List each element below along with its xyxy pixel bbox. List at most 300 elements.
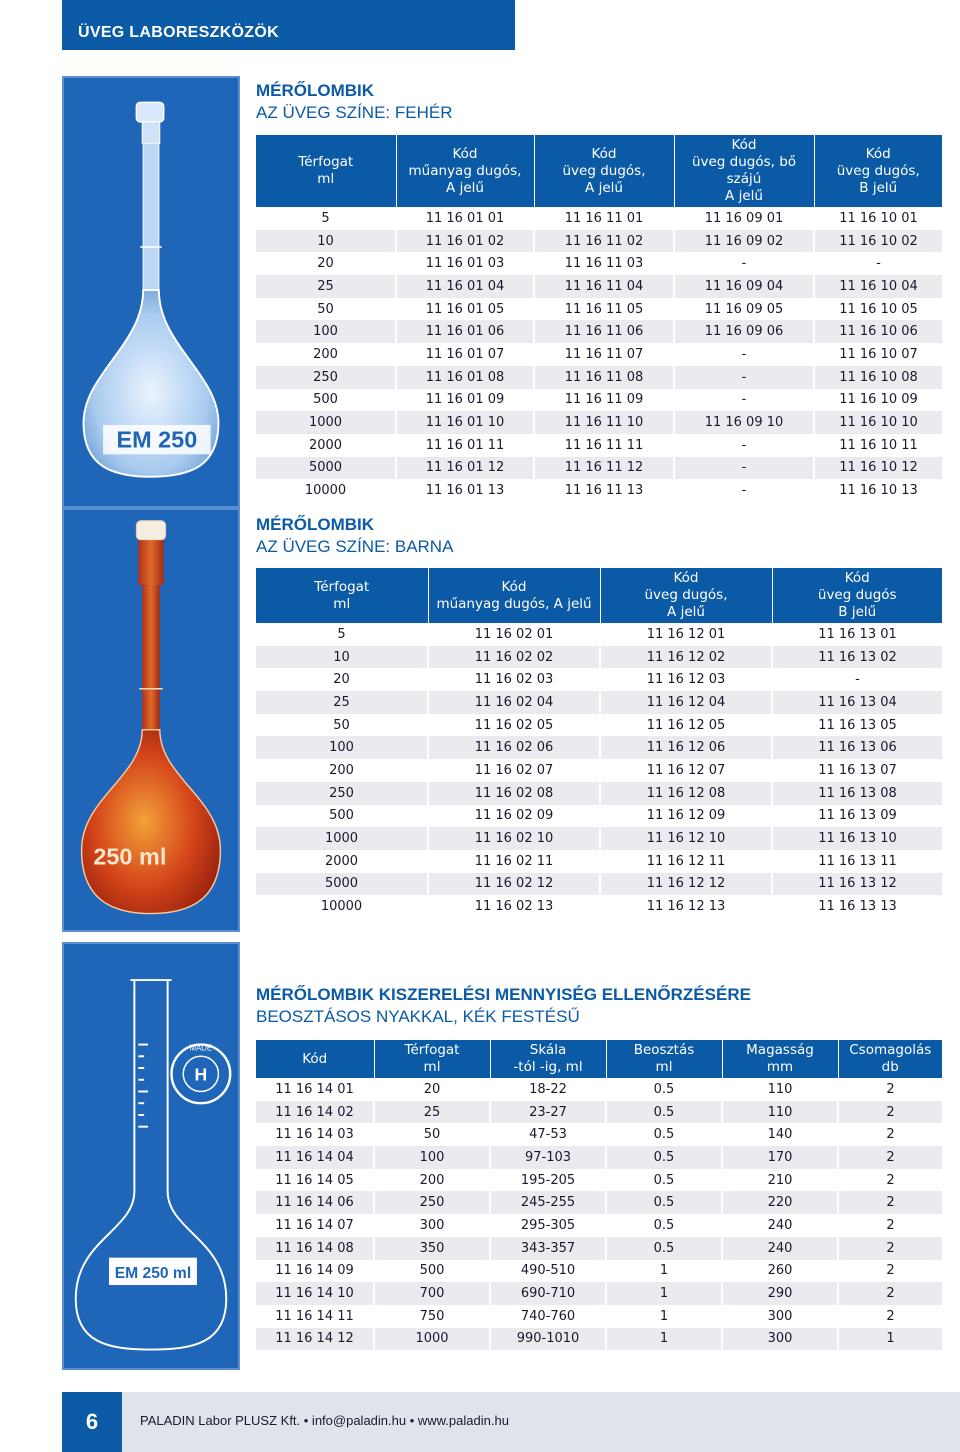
table-cell: 11 16 11 01 — [534, 207, 674, 230]
table-cell: 690-710 — [490, 1282, 606, 1305]
table-cell: 11 16 11 06 — [534, 320, 674, 343]
table-cell: 11 16 13 12 — [772, 873, 942, 896]
clear-flask-image — [62, 76, 240, 508]
page-header-title: ÜVEG LABORESZKÖZÖK — [78, 24, 279, 41]
table-cell: 11 16 12 05 — [600, 714, 772, 737]
table-cell: 0.5 — [606, 1169, 722, 1192]
table-cell: 11 16 14 12 — [256, 1328, 374, 1351]
table-row — [256, 623, 942, 646]
table-row — [256, 646, 942, 669]
table-cell: 11 16 13 08 — [772, 782, 942, 805]
table-cell: 11 16 11 13 — [534, 479, 674, 502]
table-cell: 245-255 — [490, 1191, 606, 1214]
table-cell: 250 — [256, 782, 428, 805]
table-cell: 11 16 14 06 — [256, 1191, 374, 1214]
table-cell: 11 16 13 04 — [772, 691, 942, 714]
table-cell: 290 — [722, 1282, 838, 1305]
table-row — [256, 1237, 942, 1260]
table-cell: 11 16 01 13 — [396, 479, 534, 502]
table-row — [256, 668, 942, 691]
column-header — [534, 135, 674, 207]
amber-flask-table-header — [256, 568, 942, 623]
column-header — [256, 135, 396, 207]
column-header-line: A jelű — [725, 188, 763, 204]
table-row — [256, 230, 942, 253]
table-cell: 11 16 11 08 — [534, 366, 674, 389]
amber-flask-illustration — [64, 510, 238, 930]
table-cell: 0.5 — [606, 1078, 722, 1101]
table-cell: 20 — [256, 252, 396, 275]
flask3-label-text: EM 250 ml — [114, 1265, 192, 1283]
section3-title: MÉRŐLOMBIK KISZERELÉSI MENNYISÉG ELLENŐRZÉSÉRE — [256, 985, 751, 1004]
table-row — [256, 320, 942, 343]
table-cell: 140 — [722, 1123, 838, 1146]
column-header-line: A jelű — [585, 179, 623, 196]
table-cell: - — [674, 457, 814, 480]
table-row — [256, 207, 942, 230]
table-cell: 11 16 01 10 — [396, 411, 534, 434]
column-header-line: ml — [655, 1059, 673, 1075]
table-cell: 1 — [606, 1260, 722, 1283]
table-cell: 50 — [256, 298, 396, 321]
table-row — [256, 805, 942, 828]
table-cell: - — [674, 366, 814, 389]
table-cell: 11 16 13 13 — [772, 895, 942, 918]
table-row — [256, 457, 942, 480]
table-cell: 11 16 02 03 — [428, 668, 600, 691]
table-row — [256, 873, 942, 896]
table-cell: 110 — [722, 1101, 838, 1124]
table-cell: 11 16 11 10 — [534, 411, 674, 434]
table-cell: 11 16 13 07 — [772, 759, 942, 782]
section-graduated-flask-heading — [256, 984, 751, 1028]
table-cell: 300 — [722, 1305, 838, 1328]
table-cell: 25 — [256, 275, 396, 298]
table-cell: - — [674, 389, 814, 412]
table-cell: 1 — [606, 1328, 722, 1351]
table-cell: 20 — [256, 668, 428, 691]
table-cell: 490-510 — [490, 1260, 606, 1283]
table-cell: 2 — [838, 1260, 942, 1283]
column-header-line: Kód — [673, 570, 699, 586]
flask1-label-text: EM 250 — [116, 426, 198, 453]
table-cell: 11 16 13 02 — [772, 646, 942, 669]
table-cell: 11 16 10 09 — [814, 389, 942, 412]
table-cell: 11 16 10 08 — [814, 366, 942, 389]
table-cell: 240 — [722, 1214, 838, 1237]
table-row — [256, 1282, 942, 1305]
table-row — [256, 411, 942, 434]
column-header-line: db — [881, 1059, 899, 1075]
table-cell: 11 16 01 08 — [396, 366, 534, 389]
table-row — [256, 1260, 942, 1283]
table-row — [256, 1169, 942, 1192]
table-cell: 50 — [374, 1123, 490, 1146]
table-cell: 300 — [722, 1328, 838, 1351]
table-row — [256, 479, 942, 502]
table-cell: 11 16 10 12 — [814, 457, 942, 480]
table-row — [256, 782, 942, 805]
table-cell: 1000 — [374, 1328, 490, 1351]
flask3-seal-text: MADE — [189, 1043, 213, 1053]
table-cell: 110 — [722, 1078, 838, 1101]
table-row — [256, 275, 942, 298]
footer-contact-text: PALADIN Labor PLUSZ Kft. • info@paladin.hu • www.paladin.hu — [140, 1413, 509, 1428]
table-cell: 350 — [374, 1237, 490, 1260]
table-cell: 11 16 12 12 — [600, 873, 772, 896]
column-header — [428, 568, 600, 623]
table-cell: 11 16 01 09 — [396, 389, 534, 412]
column-header-line: Térfogat — [298, 154, 354, 170]
table-cell: 11 16 10 06 — [814, 320, 942, 343]
column-header — [256, 1040, 374, 1078]
table-cell: 5000 — [256, 457, 396, 480]
table-cell: 11 16 13 09 — [772, 805, 942, 828]
white-flask-table-header — [256, 135, 942, 207]
table-cell: 11 16 01 02 — [396, 230, 534, 253]
table-cell: 25 — [374, 1101, 490, 1124]
table-cell: 195-205 — [490, 1169, 606, 1192]
table-cell: 11 16 12 13 — [600, 895, 772, 918]
table-row — [256, 252, 942, 275]
table-cell: 11 16 14 03 — [256, 1123, 374, 1146]
table-row — [256, 1191, 942, 1214]
table-cell: 5 — [256, 623, 428, 646]
table-row — [256, 850, 942, 873]
table-cell: 11 16 10 07 — [814, 343, 942, 366]
column-header-line: üveg dugós — [817, 587, 897, 603]
table-cell: 11 16 10 10 — [814, 411, 942, 434]
table-cell: 2 — [838, 1146, 942, 1169]
section2-subtitle: AZ ÜVEG SZÍNE: BARNA — [256, 537, 454, 556]
table-cell: 11 16 12 06 — [600, 736, 772, 759]
column-header — [396, 135, 534, 207]
table-cell: 200 — [256, 343, 396, 366]
page-header — [62, 0, 515, 50]
table-cell: 11 16 13 10 — [772, 827, 942, 850]
white-flask-table — [256, 135, 942, 502]
graduated-flask-table — [256, 1040, 942, 1350]
graduated-flask-illustration — [64, 944, 238, 1368]
table-cell: 10000 — [256, 895, 428, 918]
table-cell: 11 16 14 05 — [256, 1169, 374, 1192]
table-cell: 11 16 02 12 — [428, 873, 600, 896]
column-header-line: Magasság — [746, 1042, 814, 1058]
table-cell: 11 16 14 08 — [256, 1237, 374, 1260]
column-header-line: A jelű — [446, 179, 484, 196]
table-cell: 11 16 13 06 — [772, 736, 942, 759]
column-header-line: ml — [317, 171, 335, 187]
column-header — [490, 1040, 606, 1078]
table-cell: 2 — [838, 1101, 942, 1124]
table-cell: 250 — [374, 1191, 490, 1214]
table-cell: - — [674, 479, 814, 502]
column-header-line: üveg dugós, — [836, 162, 920, 179]
table-cell: 11 16 01 07 — [396, 343, 534, 366]
table-cell: 11 16 12 01 — [600, 623, 772, 646]
table-cell: 11 16 10 05 — [814, 298, 942, 321]
table-row — [256, 389, 942, 412]
table-cell: 11 16 02 07 — [428, 759, 600, 782]
table-cell: 10 — [256, 646, 428, 669]
table-cell: 100 — [374, 1146, 490, 1169]
column-header-line: Kód — [844, 570, 870, 586]
table-cell: 11 16 11 03 — [534, 252, 674, 275]
table-cell: 343-357 — [490, 1237, 606, 1260]
column-header — [256, 568, 428, 623]
table-row — [256, 343, 942, 366]
table-cell: 2 — [838, 1191, 942, 1214]
table-row — [256, 1214, 942, 1237]
table-cell: 11 16 02 09 — [428, 805, 600, 828]
table-cell: 11 16 14 09 — [256, 1260, 374, 1283]
table-cell: 2 — [838, 1237, 942, 1260]
table-row — [256, 366, 942, 389]
section1-subtitle: AZ ÜVEG SZÍNE: FEHÉR — [256, 103, 453, 122]
table-cell: 2 — [838, 1214, 942, 1237]
table-cell: 2000 — [256, 434, 396, 457]
column-header-line: üveg dugós, bő szájú — [691, 154, 797, 187]
table-cell: 0.5 — [606, 1237, 722, 1260]
table-cell: 200 — [374, 1169, 490, 1192]
table-cell: 500 — [256, 389, 396, 412]
table-cell: - — [674, 434, 814, 457]
table-row — [256, 736, 942, 759]
column-header-line: Kód — [731, 137, 757, 153]
section-white-flask-heading — [256, 80, 452, 124]
table-cell: 11 16 11 11 — [534, 434, 674, 457]
table-cell: 11 16 11 05 — [534, 298, 674, 321]
section2-title: MÉRŐLOMBIK — [256, 515, 375, 534]
table-cell: 11 16 01 01 — [396, 207, 534, 230]
table-cell: 11 16 01 03 — [396, 252, 534, 275]
table-row — [256, 298, 942, 321]
table-cell: 2 — [838, 1282, 942, 1305]
table-cell: 700 — [374, 1282, 490, 1305]
column-header-line: Beosztás — [633, 1042, 695, 1058]
graduated-flask-image — [62, 942, 240, 1370]
table-row — [256, 895, 942, 918]
table-cell: 5000 — [256, 873, 428, 896]
column-header-line: Kód — [501, 578, 527, 595]
table-cell: 25 — [256, 691, 428, 714]
table-cell: 11 16 14 02 — [256, 1101, 374, 1124]
column-header — [722, 1040, 838, 1078]
column-header-line: üveg dugós, — [562, 162, 646, 179]
table-cell: 11 16 12 07 — [600, 759, 772, 782]
clear-flask-illustration — [64, 78, 238, 506]
table-cell: 11 16 02 08 — [428, 782, 600, 805]
column-header-line: B jelű — [838, 604, 877, 620]
table-cell: 11 16 11 12 — [534, 457, 674, 480]
amber-flask-image — [62, 508, 240, 932]
table-row — [256, 1123, 942, 1146]
table-cell: 11 16 01 04 — [396, 275, 534, 298]
graduated-flask-table-header — [256, 1040, 942, 1078]
table-cell: 11 16 10 01 — [814, 207, 942, 230]
table-row — [256, 759, 942, 782]
table-cell: 11 16 11 04 — [534, 275, 674, 298]
column-header-line: műanyag dugós, A jelű — [436, 595, 592, 612]
table-cell: 11 16 09 01 — [674, 207, 814, 230]
table-cell: 11 16 01 05 — [396, 298, 534, 321]
table-cell: 2 — [838, 1123, 942, 1146]
column-header-line: műanyag dugós, — [408, 162, 522, 179]
table-cell: 11 16 10 04 — [814, 275, 942, 298]
table-cell: 11 16 14 01 — [256, 1078, 374, 1101]
table-row — [256, 1305, 942, 1328]
table-cell: 11 16 02 02 — [428, 646, 600, 669]
table-cell: 200 — [256, 759, 428, 782]
table-row — [256, 1078, 942, 1101]
table-cell: 11 16 02 10 — [428, 827, 600, 850]
column-header-line: mm — [766, 1059, 794, 1075]
table-cell: 0.5 — [606, 1191, 722, 1214]
section3-subtitle: BEOSZTÁSOS NYAKKAL, KÉK FESTÉSŰ — [256, 1007, 580, 1026]
table-cell: 11 16 02 11 — [428, 850, 600, 873]
table-cell: 11 16 13 05 — [772, 714, 942, 737]
table-cell: 11 16 12 04 — [600, 691, 772, 714]
table-cell: 2 — [838, 1078, 942, 1101]
table-cell: 1000 — [256, 827, 428, 850]
table-cell: 11 16 11 09 — [534, 389, 674, 412]
table-cell: 2 — [838, 1305, 942, 1328]
table-cell: 1 — [838, 1328, 942, 1351]
table-cell: 0.5 — [606, 1101, 722, 1124]
column-header-line: Kód — [865, 145, 891, 162]
table-row — [256, 1101, 942, 1124]
section-amber-flask-heading — [256, 514, 453, 558]
table-cell: 300 — [374, 1214, 490, 1237]
table-cell: 47-53 — [490, 1123, 606, 1146]
column-header-line: A jelű — [667, 604, 705, 620]
table-cell: 10000 — [256, 479, 396, 502]
column-header — [606, 1040, 722, 1078]
table-cell: 11 16 02 13 — [428, 895, 600, 918]
table-cell: 11 16 14 04 — [256, 1146, 374, 1169]
column-header — [374, 1040, 490, 1078]
table-cell: 11 16 01 12 — [396, 457, 534, 480]
section1-title: MÉRŐLOMBIK — [256, 81, 375, 100]
table-cell: 11 16 14 10 — [256, 1282, 374, 1305]
table-cell: 11 16 12 10 — [600, 827, 772, 850]
column-header-line: Kód — [302, 1050, 328, 1067]
table-cell: 2 — [838, 1169, 942, 1192]
table-cell: 11 16 09 10 — [674, 411, 814, 434]
column-header-line: Csomagolás — [849, 1042, 932, 1058]
table-cell: 11 16 14 07 — [256, 1214, 374, 1237]
table-cell: 11 16 13 11 — [772, 850, 942, 873]
table-cell: 11 16 12 02 — [600, 646, 772, 669]
table-cell: 0.5 — [606, 1146, 722, 1169]
table-cell: 11 16 10 02 — [814, 230, 942, 253]
column-header-line: ml — [423, 1059, 441, 1075]
table-cell: 210 — [722, 1169, 838, 1192]
table-cell: 11 16 12 11 — [600, 850, 772, 873]
column-header-line: B jelű — [859, 179, 898, 196]
table-row — [256, 714, 942, 737]
table-cell: 11 16 11 02 — [534, 230, 674, 253]
column-header — [772, 568, 942, 623]
column-header-line: Kód — [452, 145, 478, 162]
table-cell: 11 16 09 02 — [674, 230, 814, 253]
table-cell: 0.5 — [606, 1123, 722, 1146]
table-cell: 11 16 12 08 — [600, 782, 772, 805]
table-cell: 2000 — [256, 850, 428, 873]
column-header — [814, 135, 942, 207]
column-header — [674, 135, 814, 207]
table-cell: 50 — [256, 714, 428, 737]
table-cell: - — [674, 343, 814, 366]
table-cell: 11 16 01 06 — [396, 320, 534, 343]
table-cell: 500 — [374, 1260, 490, 1283]
table-cell: 11 16 01 11 — [396, 434, 534, 457]
table-cell: 990-1010 — [490, 1328, 606, 1351]
table-cell: 100 — [256, 736, 428, 759]
table-cell: 11 16 09 06 — [674, 320, 814, 343]
table-cell: 11 16 11 07 — [534, 343, 674, 366]
table-cell: 11 16 10 13 — [814, 479, 942, 502]
table-row — [256, 691, 942, 714]
table-row — [256, 434, 942, 457]
table-cell: 11 16 02 06 — [428, 736, 600, 759]
table-row — [256, 1146, 942, 1169]
column-header-line: Térfogat — [314, 578, 370, 595]
amber-flask-table — [256, 568, 942, 918]
table-cell: 0.5 — [606, 1214, 722, 1237]
table-cell: 295-305 — [490, 1214, 606, 1237]
table-cell: 11 16 02 05 — [428, 714, 600, 737]
table-cell: 11 16 09 05 — [674, 298, 814, 321]
table-cell: 750 — [374, 1305, 490, 1328]
column-header-line: -tól -ig, ml — [513, 1059, 583, 1075]
table-cell: 20 — [374, 1078, 490, 1101]
table-cell: 220 — [722, 1191, 838, 1214]
column-header — [838, 1040, 942, 1078]
column-header-line: ml — [333, 595, 351, 612]
table-cell: 11 16 14 11 — [256, 1305, 374, 1328]
table-cell: 1 — [606, 1282, 722, 1305]
table-cell: 5 — [256, 207, 396, 230]
table-cell: - — [772, 668, 942, 691]
table-cell: 23-27 — [490, 1101, 606, 1124]
table-cell: 11 16 09 04 — [674, 275, 814, 298]
table-cell: 250 — [256, 366, 396, 389]
table-cell: 1000 — [256, 411, 396, 434]
table-cell: 100 — [256, 320, 396, 343]
flask2-label-text: 250 ml — [93, 843, 167, 870]
table-cell: 10 — [256, 230, 396, 253]
page-number: 6 — [62, 1392, 122, 1452]
table-row — [256, 827, 942, 850]
table-cell: 240 — [722, 1237, 838, 1260]
table-cell: 1 — [606, 1305, 722, 1328]
table-cell: 11 16 02 01 — [428, 623, 600, 646]
column-header — [600, 568, 772, 623]
table-cell: 18-22 — [490, 1078, 606, 1101]
table-cell: 740-760 — [490, 1305, 606, 1328]
table-row — [256, 1328, 942, 1351]
table-cell: - — [814, 252, 942, 275]
table-cell: 11 16 12 03 — [600, 668, 772, 691]
column-header-line: Skála — [529, 1042, 567, 1058]
table-cell: 11 16 10 11 — [814, 434, 942, 457]
table-cell: 170 — [722, 1146, 838, 1169]
column-header-line: Kód — [591, 145, 617, 162]
table-cell: 11 16 13 01 — [772, 623, 942, 646]
table-cell: 97-103 — [490, 1146, 606, 1169]
table-cell: 260 — [722, 1260, 838, 1283]
